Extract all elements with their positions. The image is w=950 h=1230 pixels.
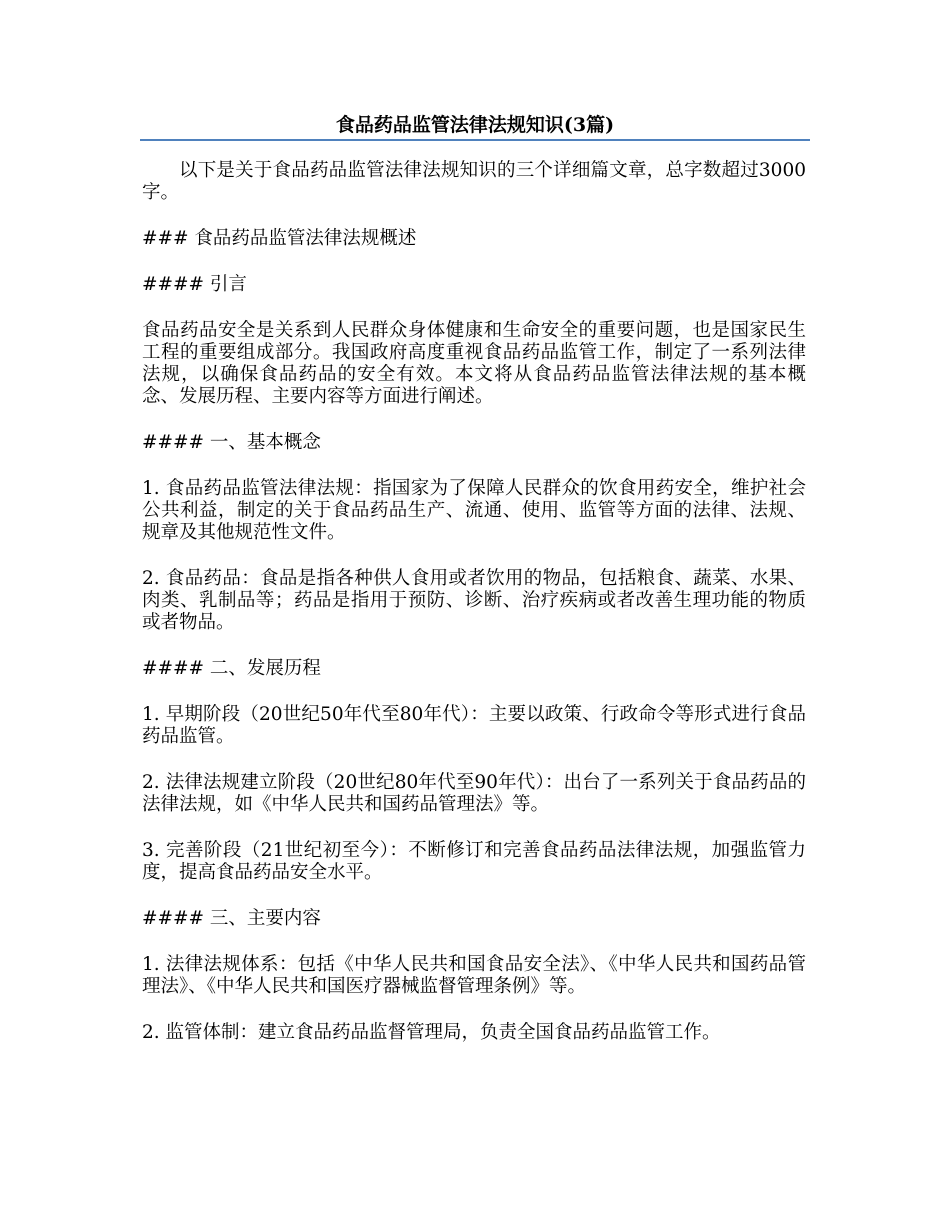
document-body xyxy=(142,160,806,1068)
section-heading-content: #### 三、主要内容 xyxy=(142,908,321,929)
concept-item-2: 2. 食品药品：食品是指各种供人食用或者饮用的物品，包括粮食、蔬菜、水果、肉类、乳制品等；药品是指用于预防、诊断、治疗疾病或者改善生理功能的物质或者物品。 xyxy=(142,568,806,633)
history-item-2: 2. 法律法规建立阶段（20世纪80年代至90年代）：出台了一系列关于食品药品的法律法规，如《中华人民共和国药品管理法》等。 xyxy=(142,772,806,815)
section-heading-concepts: #### 一、基本概念 xyxy=(142,432,321,453)
history-item-3: 3. 完善阶段（21世纪初至今）：不断修订和完善食品药品法律法规，加强监管力度，提高食品药品安全水平。 xyxy=(142,840,806,883)
document-title: 食品药品监管法律法规知识(3篇) xyxy=(335,114,615,136)
section-heading-preface: #### 引言 xyxy=(142,274,247,295)
content-item-2: 2. 监管体制：建立食品药品监督管理局，负责全国食品药品监管工作。 xyxy=(142,1022,721,1043)
intro-paragraph: 以下是关于食品药品监管法律法规知识的三个详细篇文章，总字数超过3000字。 xyxy=(142,160,806,203)
section-heading-history: #### 二、发展历程 xyxy=(142,658,321,679)
concept-item-1: 1. 食品药品监管法律法规：指国家为了保障人民群众的饮食用药安全，维护社会公共利益，制定的关于食品药品生产、流通、使用、监管等方面的法律、法规、规章及其他规范性文件。 xyxy=(142,478,806,543)
section-heading-overview: ### 食品药品监管法律法规概述 xyxy=(142,228,417,249)
content-item-1: 1. 法律法规体系：包括《中华人民共和国食品安全法》、《中华人民共和国药品管理法》、《中华人民共和国医疗器械监督管理条例》等。 xyxy=(142,954,806,997)
title-divider xyxy=(140,139,810,141)
history-item-1: 1. 早期阶段（20世纪50年代至80年代）：主要以政策、行政命令等形式进行食品药品监管。 xyxy=(142,704,806,747)
preface-paragraph: 食品药品安全是关系到人民群众身体健康和生命安全的重要问题，也是国家民生工程的重要组成部分。我国政府高度重视食品药品监管工作，制定了一系列法律法规，以确保食品药品的安全有效。本文将从食品药品监管法律法规的基本概念、发展历程、主要内容等方面进行阐述。 xyxy=(142,320,806,407)
